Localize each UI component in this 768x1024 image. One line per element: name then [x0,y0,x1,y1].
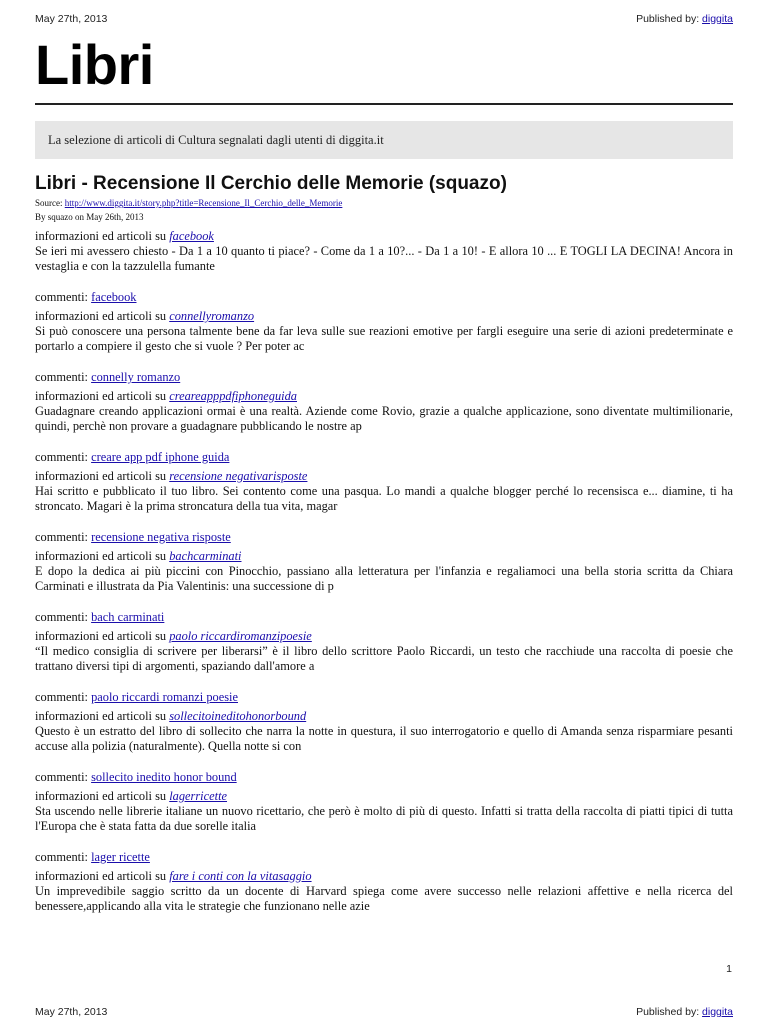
entry-excerpt: Si può conoscere una persona talmente bene da far leva sulle sue reazioni emotive per fargli eseguire una serie di azioni predeterminate e portarlo a compiere il gesto che si vuole ? Per poter ac [35,324,733,353]
comment-link[interactable]: lager ricette [91,850,150,864]
info-topic-link[interactable]: facebook [169,229,214,243]
comment-link[interactable]: creare app pdf iphone guida [91,450,230,464]
info-line [35,469,733,484]
publisher-link[interactable]: diggita [702,1006,733,1018]
info-label: informazioni ed articoli su [35,549,170,563]
comment-link[interactable]: connelly romanzo [91,370,181,384]
info-label: informazioni ed articoli su [35,629,170,643]
entry [35,629,733,705]
info-label: informazioni ed articoli su [35,389,170,403]
comment-link[interactable]: recensione negativa risposte [91,530,231,544]
header-published [636,13,733,25]
comment-link[interactable]: facebook [91,290,137,304]
comment-label: commenti: [35,850,92,864]
comment-line [35,690,733,705]
info-line [35,869,733,884]
published-label: Published by: [636,13,703,25]
comment-link[interactable]: paolo riccardi romanzi poesie [91,690,238,704]
info-line [35,709,733,724]
entry-excerpt: Un imprevedibile saggio scritto da un docente di Harvard spiega come avere successo nelle relazioni affettive e nella ricerca del benessere,applicando alla vita le strategie che funzionano nelle azie [35,884,733,913]
comment-line [35,370,733,385]
publisher-link[interactable]: diggita [702,13,733,25]
comment-line [35,770,733,785]
entry [35,309,733,385]
published-label: Published by: [636,1006,703,1018]
comment-line [35,290,733,305]
article-byline: By squazo on May 26th, 2013 [35,212,144,222]
entry [35,469,733,545]
entry [35,229,733,305]
page-number: 1 [726,963,732,975]
entry [35,709,733,785]
info-topic-link[interactable]: bachcarminati [169,549,242,563]
entry [35,789,733,865]
comment-link[interactable]: sollecito inedito honor bound [91,770,237,784]
comment-link[interactable]: bach carminati [91,610,165,624]
footer-date: May 27th, 2013 [35,1006,108,1018]
info-topic-link[interactable]: fare i conti con la vitasaggio [169,869,312,883]
info-line [35,309,733,324]
page-header [35,13,733,25]
info-line [35,629,733,644]
info-label: informazioni ed articoli su [35,229,170,243]
info-label: informazioni ed articoli su [35,309,170,323]
article-content [35,229,733,914]
entry [35,389,733,465]
info-topic-link[interactable]: lagerricette [169,789,228,803]
info-label: informazioni ed articoli su [35,709,170,723]
entry [35,869,733,914]
info-label: informazioni ed articoli su [35,869,170,883]
entry-excerpt: Hai scritto e pubblicato il tuo libro. Sei contento come una pasqua. Lo mandi a qualche blogger perché lo recensisca e... diamine, ti ha stroncato. Magari è la prima stroncatura della tua vita, magar [35,484,733,513]
entry-excerpt: Se ieri mi avessero chiesto - Da 1 a 10 quanto ti piace? - Come da 1 a 10?... - Da 1 a 10! - E allora 10 ... E TOGLI LA DECINA! Ancora in vestaglia e con la tazzulella fumante [35,244,733,273]
comment-label: commenti: [35,610,92,624]
comment-label: commenti: [35,290,92,304]
comment-label: commenti: [35,370,92,384]
comment-line [35,450,733,465]
entry [35,549,733,625]
entry-excerpt: Sta uscendo nelle librerie italiane un nuovo ricettario, che però è molto di più di questo. Infatti si tratta della raccolta di piatti tipici di tutta l'Europa che è stata fatta da due sorelle italia [35,804,733,833]
info-line [35,789,733,804]
entry-excerpt: Questo è un estratto del libro di sollecito che narra la notte in questura, il suo interrogatorio e quello di Amanda senza risparmiare pesanti accuse alla polizia (naturalmente). Quella notte si con [35,724,733,753]
site-title: Libri [35,33,154,96]
header-date: May 27th, 2013 [35,13,108,25]
info-topic-link[interactable]: connellyromanzo [169,309,255,323]
article-title: Libri - Recensione Il Cerchio delle Memorie (squazo) [35,173,507,194]
comment-line [35,610,733,625]
info-line [35,549,733,564]
page-footer [35,1006,733,1018]
comment-label: commenti: [35,450,92,464]
comment-label: commenti: [35,530,92,544]
title-divider [35,103,733,105]
info-label: informazioni ed articoli su [35,789,170,803]
tagline-box: La selezione di articoli di Cultura segnalati dagli utenti di diggita.it [35,121,733,159]
comment-line [35,530,733,545]
source-label: Source: [35,198,65,208]
info-line [35,389,733,404]
source-link[interactable]: http://www.diggita.it/story.php?title=Recensione_Il_Cerchio_delle_Memorie [64,198,343,208]
info-topic-link[interactable]: sollecitoineditohonorbound [169,709,307,723]
entry-excerpt: “Il medico consiglia di scrivere per liberarsi” è il libro dello scrittore Paolo Riccardi, un testo che racchiude una raccolta di poesie che trattano diversi tipi di argomenti, spaziando dall'amore a [35,644,733,673]
comment-label: commenti: [35,690,92,704]
info-topic-link[interactable]: recensione negativarisposte [169,469,308,483]
comment-label: commenti: [35,770,92,784]
info-line [35,229,733,244]
info-label: informazioni ed articoli su [35,469,170,483]
entry-excerpt: Guadagnare creando applicazioni ormai è una realtà. Aziende come Rovio, grazie a qualche applicazione, sono diventate multimilionarie, quindi, perchè non provare a guadagnare pubblicando le nostre ap [35,404,733,433]
comment-line [35,850,733,865]
article-source [35,197,342,209]
footer-published [636,1006,733,1018]
entry-excerpt: E dopo la dedica ai più piccini con Pinocchio, passiano alla letteratura per l'infanzia e regaliamoci una bella storia scritta da Chiara Carminati e illustrata da Pia Valentinis: una successione di p [35,564,733,593]
info-topic-link[interactable]: paolo riccardiromanzipoesie [169,629,312,643]
info-topic-link[interactable]: creareapppdfiphoneguida [169,389,297,403]
